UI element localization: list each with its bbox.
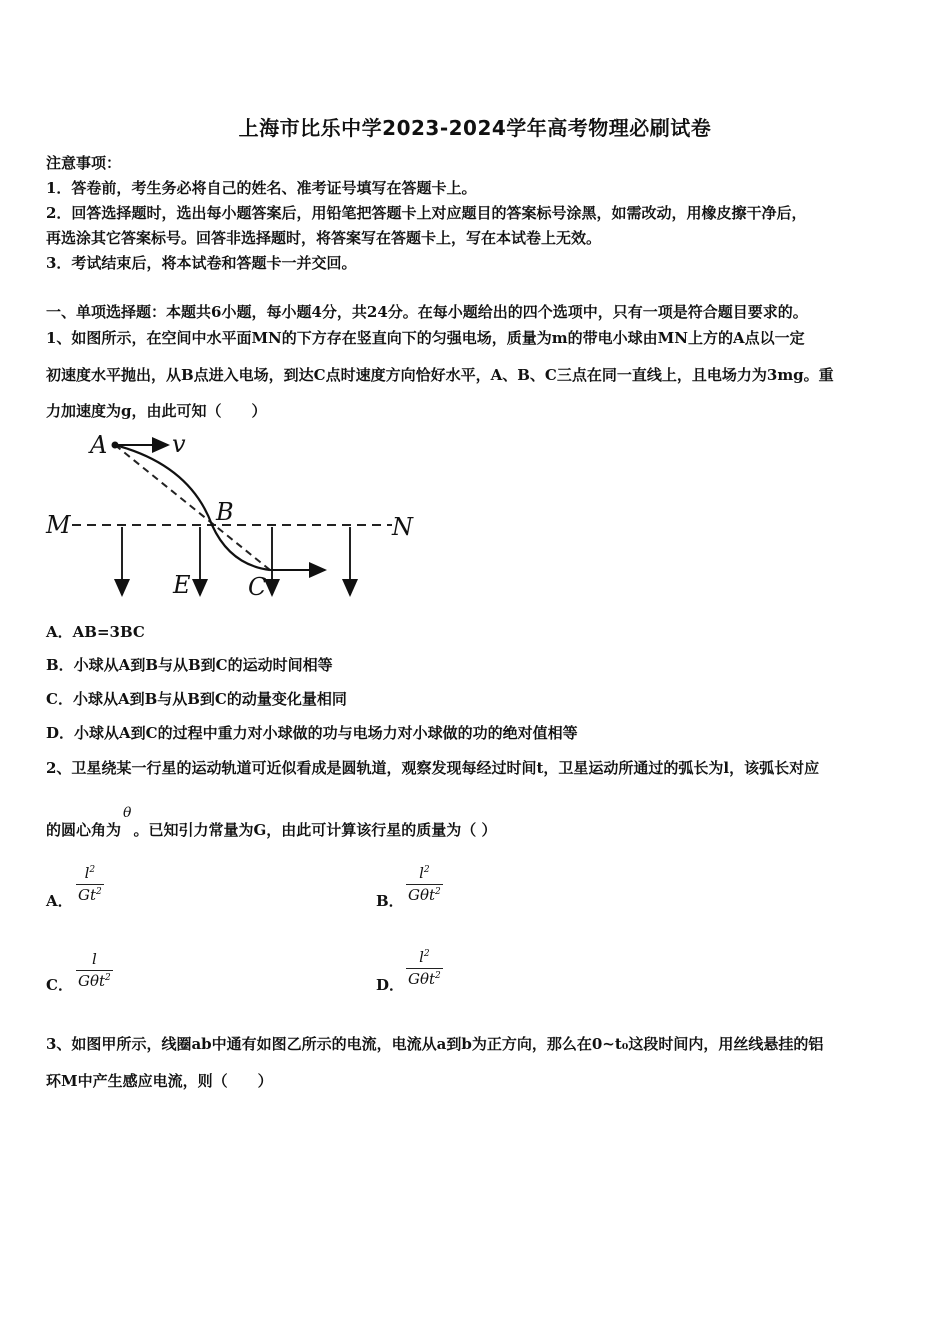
notice-item: 再选涂其它答案标号。回答非选择题时，将答案写在答题卡上，写在本试卷上无效。 (46, 229, 602, 247)
notice-item: 1．答卷前，考生务必将自己的姓名、准考证号填写在答题卡上。 (46, 179, 477, 197)
q2-text-line2 (46, 805, 497, 840)
abc-line (115, 445, 270, 570)
label-a: A (90, 431, 108, 459)
q1-option-b: B．小球从A到B与从B到C的运动时间相等 (46, 656, 333, 674)
q1-text-line: 1、如图所示，在空间中水平面MN的下方存在竖直向下的匀强电场，质量为m的带电小球由MN上方的A点以一定 (46, 329, 805, 347)
q1-figure (40, 425, 430, 610)
q2-option-b-label: B． (376, 892, 404, 910)
notice-item: 3．考试结束后，将本试卷和答题卡一并交回。 (46, 254, 357, 272)
q1-option-c: C．小球从A到B与从B到C的动量变化量相同 (46, 690, 347, 708)
q2-option-b-fraction: $l^2$ Gθt$^2$ (408, 864, 441, 904)
theta-symbol: θ (123, 805, 132, 821)
q2-text-line: 2、卫星绕某一行星的运动轨道可近似看成是圆轨道，观察发现每经过时间t，卫星运动所通过的弧长为l，该弧长对应 (46, 759, 820, 777)
section-heading: 一、单项选择题：本题共6小题，每小题4分，共24分。在每小题给出的四个选项中，只有一项是符合题目要求的。 (46, 303, 808, 321)
q2-option-c-label: C． (46, 976, 73, 994)
q2-option-a-label: A． (46, 892, 73, 910)
q3-text-line: 3、如图甲所示，线圈ab中通有如图乙所示的电流，电流从a到b为正方向，那么在0~t₀这段时间内，用丝线悬挂的铝 (46, 1035, 824, 1053)
q1-text-line: 力加速度为g，由此可知（ ） (46, 402, 267, 420)
q2-option-c-fraction: l Gθt$^2$ (78, 950, 111, 990)
label-m: M (46, 511, 71, 539)
q2-option-d-fraction: $l^2$ Gθt$^2$ (408, 948, 441, 988)
q2-line2-post: 。已知引力常量为G，由此可计算该行星的质量为（ ） (133, 821, 497, 839)
q2-option-d-label: D． (376, 976, 405, 994)
q1-text-line: 初速度水平抛出，从B点进入电场，到达C点时速度方向恰好水平，A、B、C三点在同一直线上，且电场力为3mg。重 (46, 366, 834, 384)
label-n: N (392, 513, 413, 541)
label-e: E (173, 571, 191, 599)
q3-text-line: 环M中产生感应电流，则（ ） (46, 1072, 273, 1090)
label-c: C (248, 573, 267, 601)
q1-option-d: D．小球从A到C的过程中重力对小球做的功与电场力对小球做的功的绝对值相等 (46, 724, 578, 742)
q2-option-a-fraction: $l^2$ Gt$^2$ (78, 864, 102, 904)
notice-heading: 注意事项： (46, 154, 122, 172)
label-b: B (216, 498, 234, 526)
notice-item: 2．回答选择题时，选出每小题答案后，用铅笔把答题卡上对应题目的答案标号涂黑，如需改动，用橡皮擦干净后， (46, 204, 807, 222)
q2-line2-pre: 的圆心角为 (46, 821, 122, 839)
page-title: 上海市比乐中学2023-2024学年高考物理必刷试卷 (238, 116, 712, 140)
q1-option-a: A．AB=3BC (46, 623, 145, 641)
label-v: v (172, 430, 186, 458)
